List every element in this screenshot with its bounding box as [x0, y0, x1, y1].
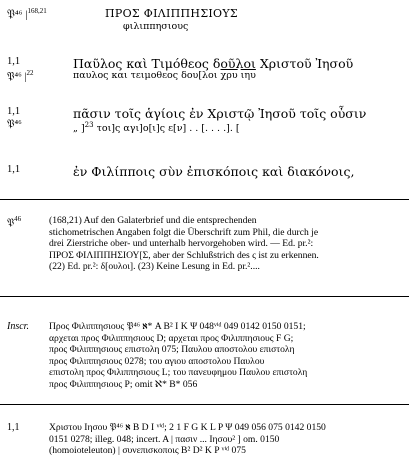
section-divider [0, 404, 409, 405]
edition-text: πᾶσιν τοῖς ἁγίοις ἐν Χριστῷ Ἰησοῦ τοῖς οὖσιν [73, 106, 367, 121]
manuscript-siglum: 𝔓⁴⁶ $|^{22}$ [7, 69, 34, 83]
verse-number: 1,1 [7, 56, 21, 67]
manuscript-transcription: „ ]$^{23}$ τοι]ς αγι]ο[ι]ς ε[ν] . . [. . . .]. [ [73, 121, 240, 135]
section-divider [0, 296, 409, 297]
manuscript-siglum: 𝔓⁴⁶ $|^{168,21}$ [7, 7, 47, 21]
edition-text: ἐν Φιλίπποις σὺν ἐπισκόποις καὶ διακόνοις, [73, 164, 355, 179]
edition-title: ΠΡΟΣ ΦΙΛΙΠΠΗΣΙΟΥΣ [105, 7, 238, 20]
apparatus-siglum: 𝔓$^{46}$ [7, 215, 22, 229]
section-divider [0, 199, 409, 200]
apparatus-verse: 1,1 [7, 422, 20, 433]
apparatus-label: Inscr. [7, 321, 29, 332]
edition-text: Παῦλος καὶ Τιμόθεος δοῦλοι Χριστοῦ Ἰησοῦ [73, 56, 354, 71]
verse-number: 1,1 [7, 164, 21, 175]
apparatus-note: Χριστου Ιησου 𝔓⁴⁶ ℵ B D I ᵛⁱᵈ; 2 1 F G K L P Ψ 049 056 075 0142 0150 0151 0278; illeg. 048; incert. A | πασιν ... Ιησου² ] om. 0150 (homoioteleuton) | συνεπισκοποις B² D² K P ᵛⁱᵈ 075 [49, 422, 326, 457]
apparatus-note: (168,21) Auf den Galaterbrief und die entsprechenden stichometrischen Angaben folgt die Überschrift zum Phil, die durch je drei Zierstriche ober- und unterhalb hervorgehoben wird. — Ed. pr.²: ΠΡΟΣ ΦΙΛΙΠΠΗΣΙΟΥ[Σ, aber der Schlußstrich des ς ist zu erkennen. (22) Ed. pr.²: δ[ουλοι]. (23) Keine Lesung in Ed. pr.².... [49, 215, 319, 273]
manuscript-siglum: 𝔓⁴⁶ [7, 119, 22, 130]
apparatus-note: Προς Φιλιππησιους 𝔓⁴⁶ ℵ* A B² I K Ψ 048ᵛⁱᵈ 049 0142 0150 0151; αρχεται προς Φιλιππησιους D; αρχεται προς Φιλιππησιους F G; προς Φιλιππησιους επιστολη 075; Παυλου αποστολου επιστολη προς Φιλιππησιους 0278; του αγιου αποστολου Παυλου επιστολη προς Φιλιππησιους L; του πανευφημου Παυλου επιστολη προς Φιλιππησιους P; omit ℵ* B* 056 [49, 321, 308, 390]
manuscript-title: φιλιππησιους [123, 21, 189, 32]
manuscript-transcription: παυλος και τειμοθεος δου[λοι $\overline{\chi\rho\upsilon}$ $\overline{\iota\eta\upsilon}$ [73, 70, 256, 81]
verse-number: 1,1 [7, 106, 21, 117]
